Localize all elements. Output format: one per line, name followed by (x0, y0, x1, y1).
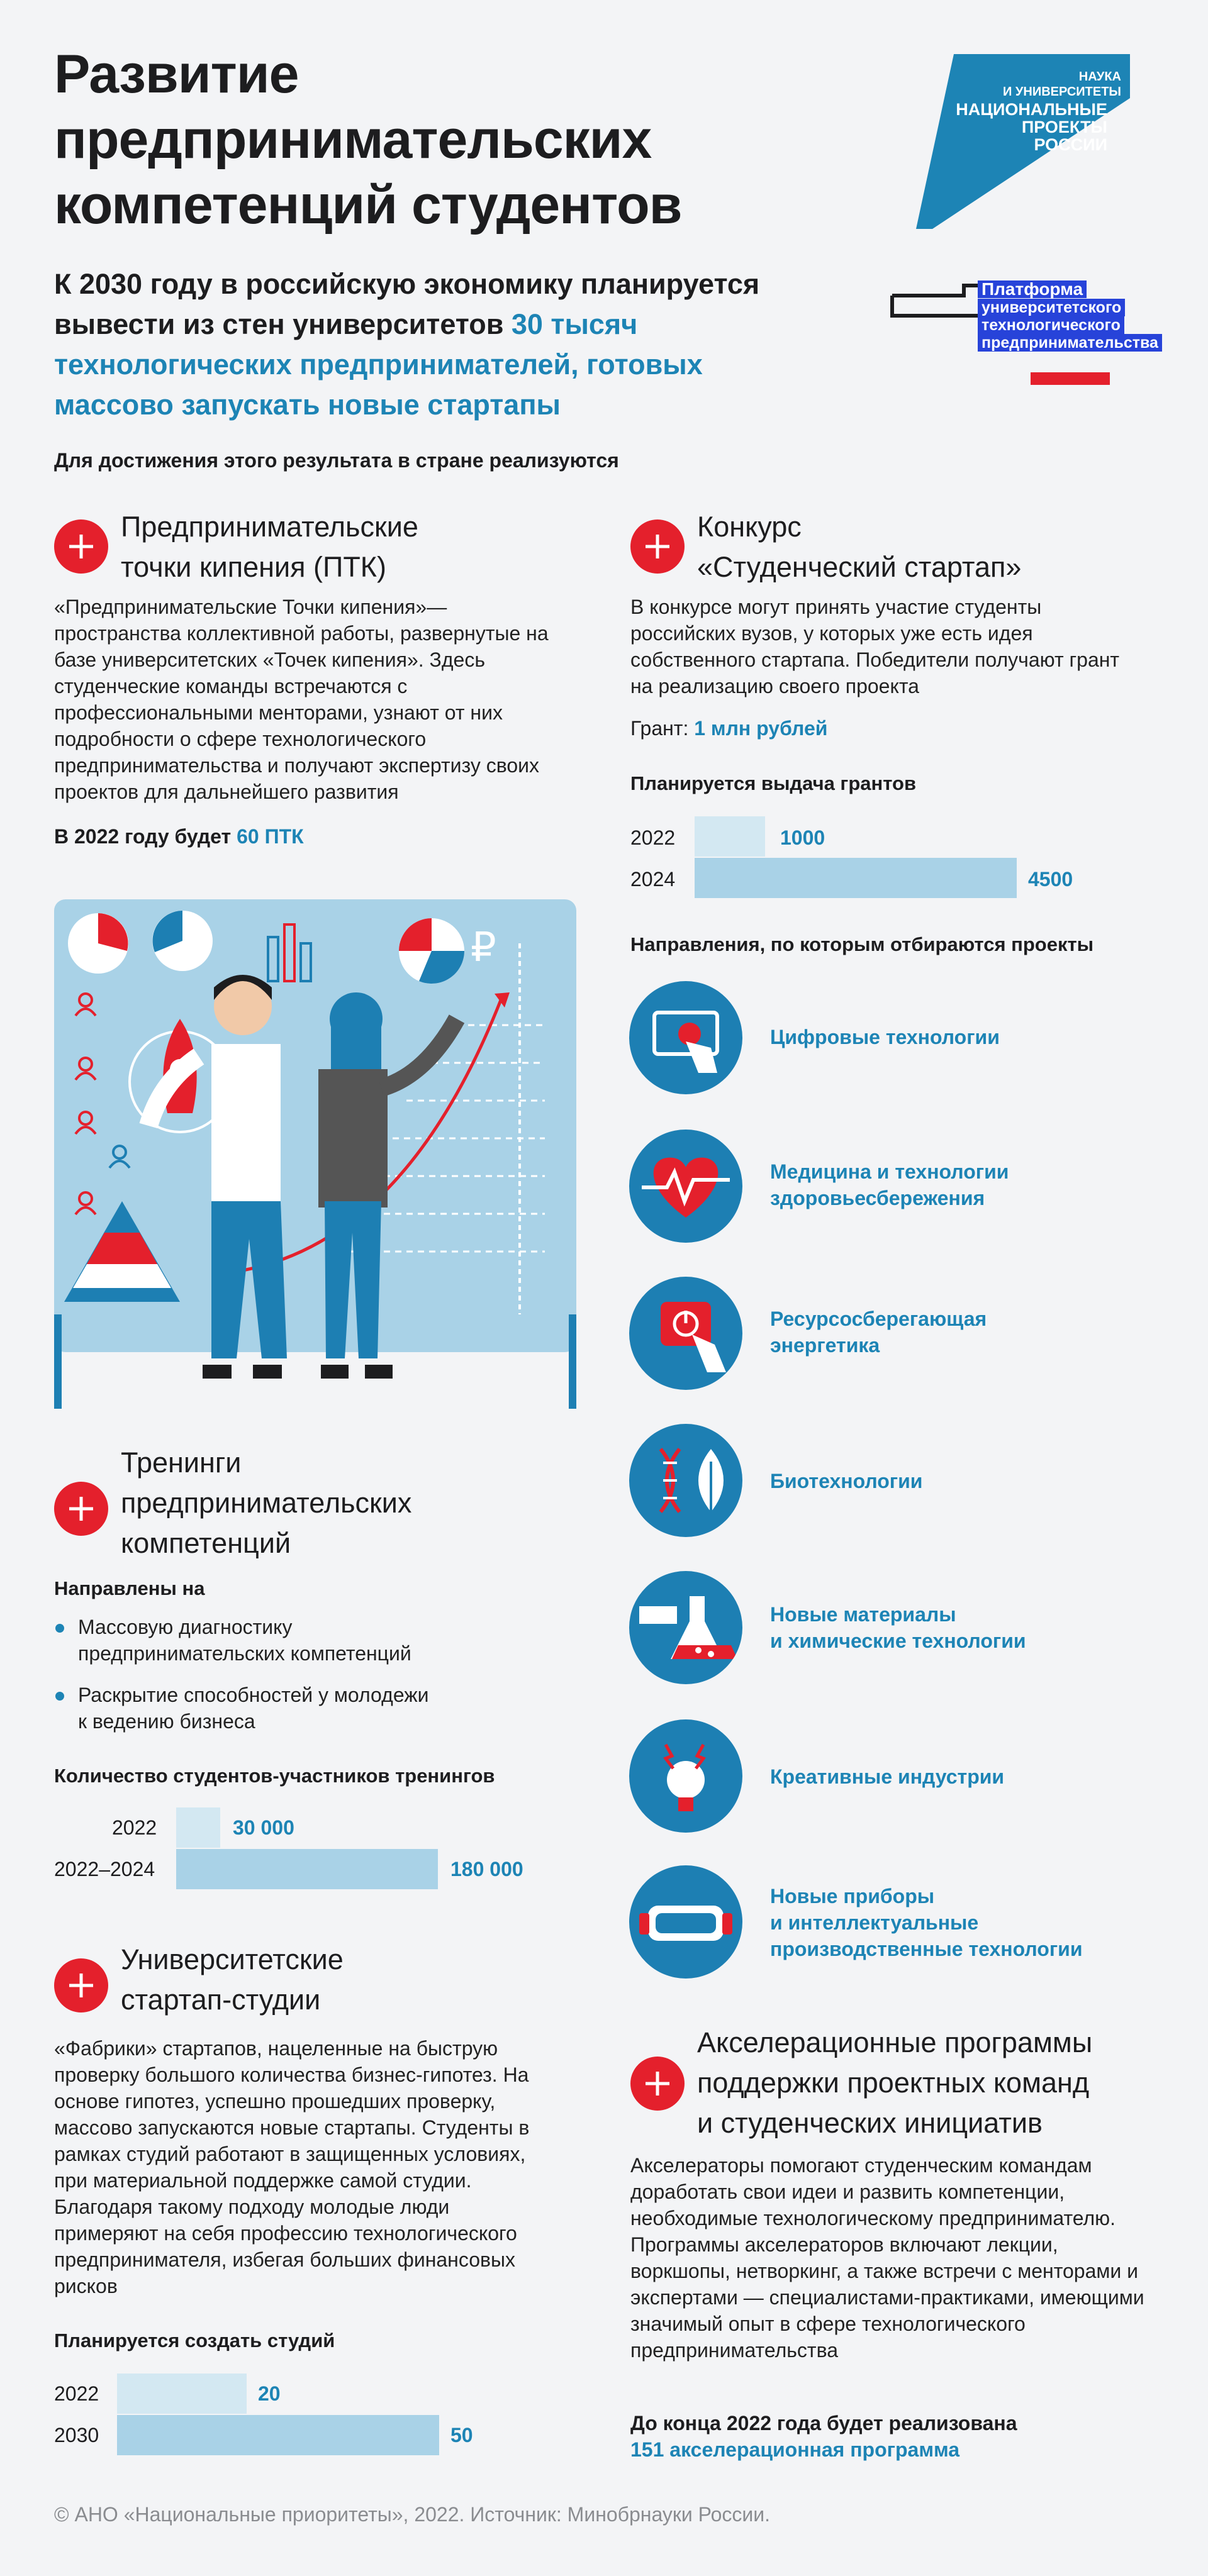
direction-label-4: Биотехнологии (770, 1470, 923, 1492)
grants-value-1: 1000 (780, 826, 825, 849)
direction-label-3: Ресурсосберегающая энергетика (770, 1307, 987, 1357)
ptk-plus-icon (54, 519, 108, 574)
platform-logo: Платформа университетского технологического предпринимательства (890, 280, 1154, 387)
studios-plus-icon (54, 1958, 108, 2012)
vr-headset-icon (629, 1865, 742, 1979)
trainings-bullet-2: Раскрытие способностей у молодежи к ведению бизнеса (78, 1684, 429, 1733)
grants-bar-2 (695, 858, 1017, 898)
trainings-value-1: 30 000 (233, 1816, 294, 1839)
studios-bar-1 (117, 2373, 247, 2414)
direction-label-7: Новые приборы и интеллектуальные производственные технологии (770, 1885, 1083, 1960)
power-button-icon (629, 1277, 742, 1390)
grants-year-1: 2022 (630, 826, 676, 849)
trainings-value-2: 180 000 (450, 1858, 523, 1880)
ptk-result: В 2022 году будет 60 ПТК (54, 825, 304, 848)
studios-body: «Фабрики» стартапов, нацеленные на быструю проверку большого количества бизнес-гипотез. На основе гипотез, успешно прошедших проверку, массово запускаются новые стартапы. Студенты в рамках студий работают в защищенных условиях, при материальной поддержке самой студии. Благодаря такому подходу молодые люди примеряют на себя профессию технологического предпринимателя, избегая больших финансовых рисков (54, 2037, 530, 2297)
dna-leaf-icon (629, 1424, 742, 1537)
footer: © АНО «Национальные приоритеты», 2022. Источник: Минобрнауки России. (54, 2503, 771, 2526)
studios-year-2: 2030 (54, 2424, 99, 2446)
direction-label-5: Новые материалы и химические технологии (770, 1603, 1026, 1652)
contest-heading: Конкурс «Студенческий стартап» (697, 511, 1022, 583)
ruble-icon: ₽ (471, 924, 496, 971)
contest-grant: Грант: 1 млн рублей (630, 717, 828, 740)
ptk-body: «Предпринимательские Точки кипения»— пространства коллективной работы, развернутые на базе университетских «Точек кипения». Здесь студенческие команды встречаются с профессиональными менторами, узнают от них подробности о сфере технологического предпринимательства и получают экспертизу своих проектов для дальнейшего развития (54, 596, 549, 803)
trainings-heading: Тренинги предпринимательских компетенций (121, 1446, 412, 1559)
trainings-bar-2 (176, 1849, 438, 1889)
contest-body: В конкурсе могут принять участие студенты российских вузов, у которых уже есть идея собственного стартапа. Победители получают грант на реализацию своего проекта (630, 596, 1120, 697)
trainings-count-title: Количество студентов-участников тренингов (54, 1765, 495, 1787)
accelerators-body: Акселераторы помогают студенческим командам доработать свои идеи и развить компетенции, необходимые технологическому предпринимателю. Программы акселераторов включают лекции, воркшопы, нетворкинг, а также встречи с менторами и экспертами — специалистами-практиками, имеющими значимый опыт в сфере технологического предпринимательства (630, 2154, 1144, 2362)
studios-heading: Университетские стартап-студии (121, 1943, 344, 2016)
national-projects-logo: НАУКА И УНИВЕРСИТЕТЫ НАЦИОНАЛЬНЫЕ ПРОЕКТЫ РОССИИ (916, 54, 1130, 229)
studios-value-2: 50 (450, 2424, 473, 2446)
studios-plan-title: Планируется создать студий (54, 2329, 335, 2351)
trainings-aimed-label: Направлены на (54, 1577, 205, 1599)
directions-title: Направления, по которым отбираются проекты (630, 933, 1094, 955)
heartbeat-icon (629, 1130, 742, 1243)
accelerators-result: До конца 2022 года будет реализована 151 акселерационная программа (630, 2412, 1017, 2461)
studios-bar-2 (117, 2415, 439, 2455)
page-title: Развитие предпринимательских компетенций студентов (54, 44, 682, 235)
direction-label-6: Креативные индустрии (770, 1765, 1005, 1788)
direction-label-2: Медицина и технологии здоровьесбережения (770, 1160, 1009, 1209)
digital-tech-icon (629, 981, 742, 1094)
subtitle: Для достижения этого результата в стране реализуются (54, 449, 619, 472)
grants-year-2: 2024 (630, 868, 676, 891)
ptk-heading: Предпринимательские точки кипения (ПТК) (121, 511, 418, 583)
grants-value-2: 4500 (1028, 868, 1073, 891)
trainings-period-1: 2022 (112, 1816, 157, 1839)
grants-bar-1 (695, 816, 765, 857)
accelerators-plus-icon (630, 2057, 685, 2111)
bullet-dot (55, 1692, 64, 1701)
accelerators-heading: Акселерационные программы поддержки проектных команд и студенческих инициатив (697, 2026, 1093, 2139)
bullet-dot (55, 1624, 64, 1633)
flask-icon (629, 1571, 742, 1684)
trainings-plus-icon (54, 1482, 108, 1536)
grants-title: Планируется выдача грантов (630, 772, 917, 794)
studios-value-1: 20 (258, 2382, 281, 2405)
trainings-bar-1 (176, 1807, 220, 1848)
direction-label-1: Цифровые технологии (770, 1026, 1000, 1048)
contest-plus-icon (630, 519, 685, 574)
trainings-period-2: 2022–2024 (54, 1858, 155, 1880)
ptk-illustration (54, 899, 576, 1410)
intro-text: К 2030 году в российскую экономику планируется вывести из стен университетов 30 тысяч технологических предпринимателей, готовых массово запускать новые стартапы (54, 268, 760, 421)
trainings-bullet-1: Массовую диагностику предпринимательских компетенций (78, 1616, 411, 1665)
studios-year-1: 2022 (54, 2382, 99, 2405)
lightbulb-icon (629, 1719, 742, 1833)
